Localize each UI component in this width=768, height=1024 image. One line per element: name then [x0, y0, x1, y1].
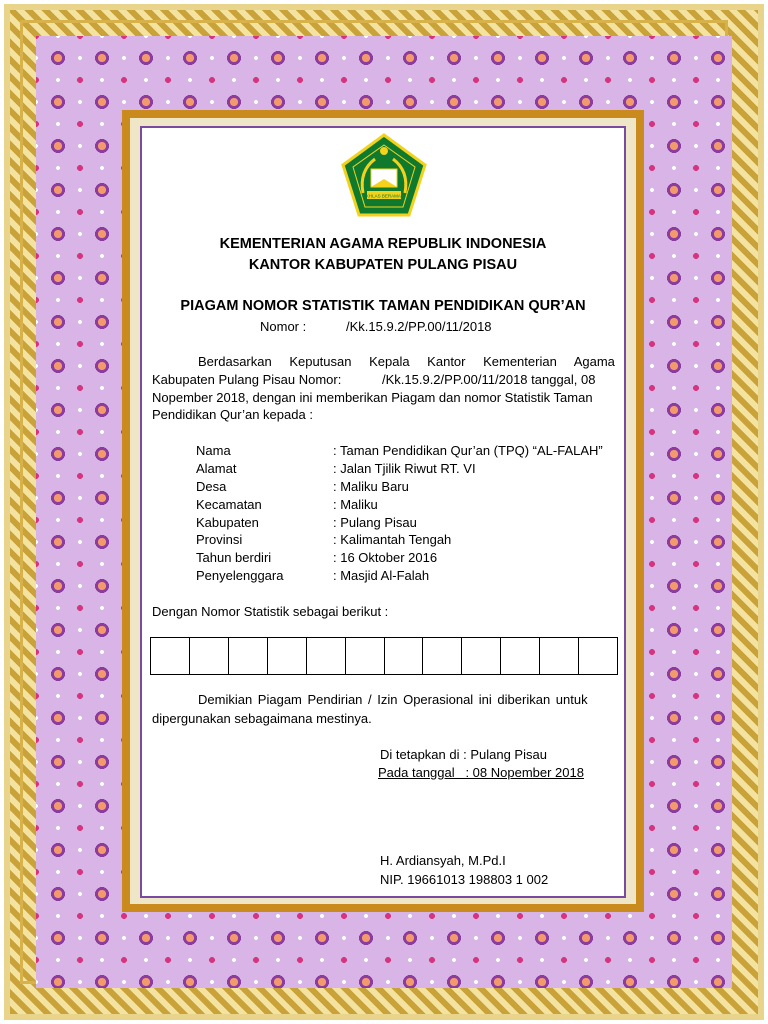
closing-line-1: Demikian Piagam Pendirian / Izin Operasional ini diberikan untuk — [198, 692, 588, 707]
field-value-kabupaten: : Pulang Pisau — [333, 515, 417, 530]
field-value-tahun-berdiri: : 16 Oktober 2016 — [333, 550, 438, 565]
stat-digit-box — [385, 638, 424, 674]
signatory-nip: NIP. 19661013 198803 1 002 — [380, 872, 549, 887]
stat-digit-box — [462, 638, 501, 674]
date-line: Pada tanggal : 08 Nopember 2018 — [378, 765, 584, 780]
stat-number-label: Dengan Nomor Statistik sebagai berikut : — [152, 604, 389, 619]
kemenag-logo-icon — [341, 133, 427, 219]
field-label-nama: Nama — [196, 443, 231, 458]
stat-number-grid — [150, 637, 618, 675]
intro-line-2a: Kabupaten Pulang Pisau Nomor: — [152, 372, 342, 387]
stat-digit-box — [307, 638, 346, 674]
intro-line-4: Pendidikan Qur’an kepada : — [152, 407, 313, 422]
intro-line-2b: /Kk.15.9.2/PP.00/11/2018 tanggal, 08 — [382, 372, 596, 387]
nomor-value: /Kk.15.9.2/PP.00/11/2018 — [346, 319, 492, 334]
field-label-provinsi: Provinsi — [196, 532, 243, 547]
intro-text-1: Berdasarkan Keputusan Kepala Kantor Kementerian Agama — [198, 354, 615, 369]
office-name: KANTOR KABUPATEN PULANG PISAU — [248, 257, 518, 273]
stat-digit-box — [346, 638, 385, 674]
field-value-nama: : Taman Pendidikan Qur’an (TPQ) “AL-FALAH” — [333, 443, 603, 458]
field-value-desa: : Maliku Baru — [333, 479, 409, 494]
stat-digit-box — [501, 638, 540, 674]
stat-digit-box — [229, 638, 268, 674]
field-value-kecamatan: : Maliku — [333, 497, 378, 512]
field-label-tahun-berdiri: Tahun berdiri — [196, 550, 272, 565]
stat-digit-box — [268, 638, 307, 674]
stat-digit-box — [423, 638, 462, 674]
field-label-alamat: Alamat — [196, 461, 237, 476]
stat-digit-box — [579, 638, 617, 674]
field-value-penyelenggara: : Masjid Al-Falah — [333, 568, 430, 583]
intro-line-1 — [198, 354, 616, 369]
field-label-penyelenggara: Penyelenggara — [196, 568, 284, 583]
signatory-name: H. Ardiansyah, M.Pd.I — [380, 853, 506, 868]
field-value-alamat: : Jalan Tjilik Riwut RT. VI — [333, 461, 476, 476]
stat-digit-box — [540, 638, 579, 674]
intro-line-3: Nopember 2018, dengan ini memberikan Piagam dan nomor Statistik Taman — [152, 390, 593, 405]
stat-digit-box — [151, 638, 190, 674]
stat-digit-box — [190, 638, 229, 674]
logo-motto: IKHLAS BERAMAL — [364, 193, 404, 199]
field-value-provinsi: : Kalimantah Tengah — [333, 532, 452, 547]
field-label-kabupaten: Kabupaten — [196, 515, 259, 530]
field-label-kecamatan: Kecamatan — [196, 497, 262, 512]
closing-line-2: dipergunakan sebagaimana mestinya. — [152, 711, 372, 726]
ministry-name: KEMENTERIAN AGAMA REPUBLIK INDONESIA — [219, 236, 547, 252]
field-label-desa: Desa — [196, 479, 227, 494]
certificate-title: PIAGAM NOMOR STATISTIK TAMAN PENDIDIKAN QUR’AN — [180, 298, 586, 314]
place-line: Di tetapkan di : Pulang Pisau — [380, 747, 547, 762]
nomor-label: Nomor : — [260, 319, 307, 334]
